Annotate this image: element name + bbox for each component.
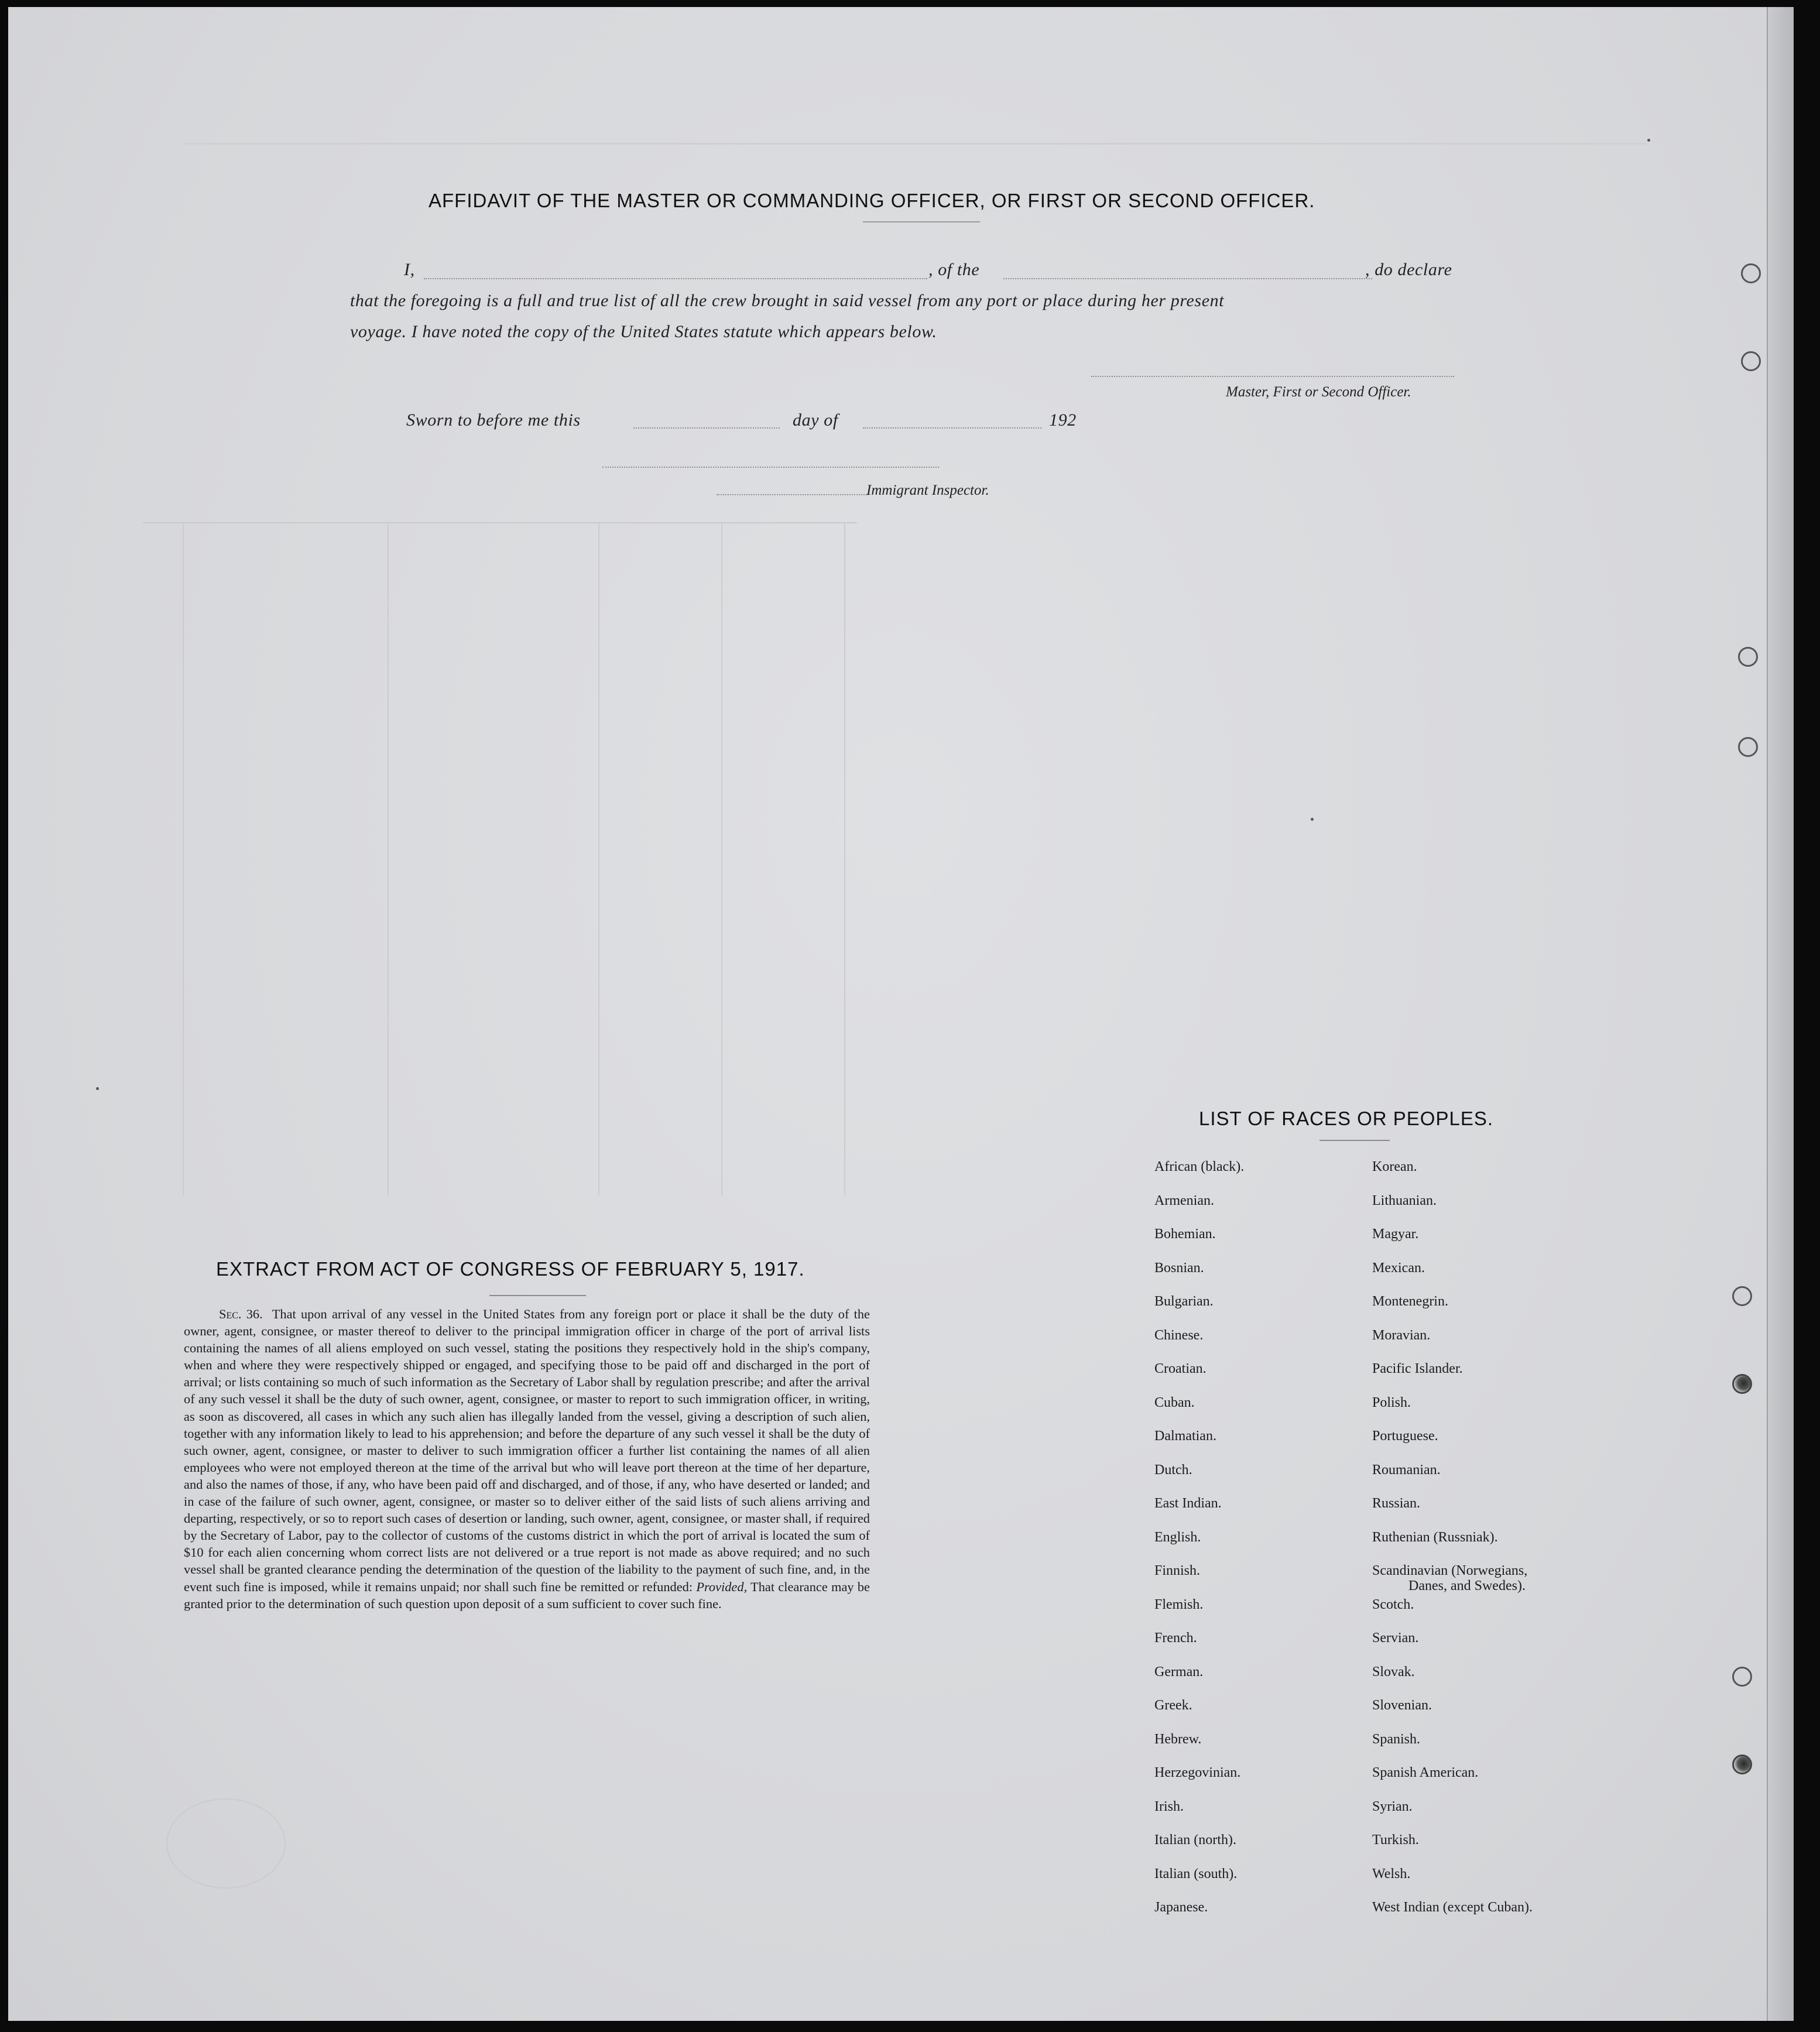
race-item: Hebrew. xyxy=(1154,1731,1202,1747)
extract-text-part2: That clearance may be granted prior to the determination of such question upon deposit of a sum sufficient to cover such fine. xyxy=(184,1579,870,1611)
extract-body xyxy=(184,1305,870,1612)
race-item: Roumanian. xyxy=(1372,1462,1441,1478)
race-item: Bosnian. xyxy=(1154,1260,1204,1276)
affidavit-line-2: that the foregoing is a full and true list of all the crew brought in said vessel from any port or place during her present xyxy=(350,291,1225,310)
signature-label: Master, First or Second Officer. xyxy=(1226,384,1411,400)
extract-rule xyxy=(489,1295,586,1296)
punch-hole xyxy=(1732,1667,1752,1687)
race-item: Syrian. xyxy=(1372,1798,1413,1814)
ghost-column-line xyxy=(721,522,722,1195)
page-edge xyxy=(1767,7,1794,2021)
race-item: Chinese. xyxy=(1154,1327,1204,1343)
race-item: Japanese. xyxy=(1154,1900,1208,1915)
race-item: Pacific Islander. xyxy=(1372,1361,1463,1376)
signature-blank[interactable] xyxy=(1091,376,1454,377)
race-item: French. xyxy=(1154,1630,1197,1646)
affidavit-i: I, xyxy=(404,260,415,279)
race-item: Italian (south). xyxy=(1154,1866,1238,1882)
race-item: Scandinavian (Norwegians, xyxy=(1372,1563,1528,1578)
sworn-day-blank[interactable] xyxy=(633,427,780,429)
race-item: Cuban. xyxy=(1154,1394,1195,1410)
ghost-column-line xyxy=(183,522,184,1195)
race-item: Portuguese. xyxy=(1372,1428,1438,1444)
race-item: Slovenian. xyxy=(1372,1698,1432,1713)
race-item: Croatian. xyxy=(1154,1361,1207,1376)
document-page xyxy=(8,7,1794,2021)
section-label: Sec. 36. xyxy=(219,1307,263,1321)
race-item: Magyar. xyxy=(1372,1226,1419,1242)
race-item: Finnish. xyxy=(1154,1563,1201,1578)
race-item: Polish. xyxy=(1372,1394,1411,1410)
extract-text-part1: That upon arrival of any vessel in the United States from any foreign port or place it shall be the duty of the owner, agent, consignee, or master thereof to deliver to the principal immigration officer in charge of the port of arrival lists containing the names of all aliens employed on such vessel, stating the positions they respectively hold in the ship's company, when and where they were respectively shipped or engaged, and specifying those to be paid off and discharged in the port of arrival; or lists containing so much of such information as the Secretary of Labor shall by regulation prescribe; and after the arrival of any such vessel it shall be the duty of such owner, agent, consignee, or master to report to such immigration officer, in writing, as soon as discovered, all cases in which any such alien has illegally landed from the vessel, giving a description of such alien, together with any information likely to lead to his apprehension; and before the departure of any such vessel it shall be the duty of such owner, agent, consignee, or master to deliver to such immigration officer a further list containing the names of all alien employees who were not employed thereon at the time of the arrival but who will leave port thereon at the time of her departure, and also the names of those, if any, who have been paid off and discharged, and of those, if any, who have deserted or landed; and in case of the failure of such owner, agent, consignee, or master so to deliver either of the said lists of such aliens arriving and departing, respectively, or so to report such cases of desertion or landing, such owner, agent, consignee, or master shall, if required by the Secretary of Labor, pay to the collector of customs of the customs district in which the port of arrival is located the sum of $10 for each alien concerning whom correct lists are not delivered or a true report is not made as above required; and no such vessel shall be granted clearance pending the determination of the question of the liability to the payment of such fine, and, in the event such fine is imposed, while it remains unpaid; nor shall such fine be remitted or refunded: xyxy=(184,1307,870,1594)
punch-hole xyxy=(1738,647,1758,667)
punch-hole xyxy=(1738,737,1758,757)
race-item: Dutch. xyxy=(1154,1462,1192,1478)
race-item: Lithuanian. xyxy=(1372,1193,1437,1208)
race-item: Dalmatian. xyxy=(1154,1428,1216,1444)
extract-provided: Provided, xyxy=(696,1579,748,1594)
speck xyxy=(1311,818,1314,821)
race-item: Montenegrin. xyxy=(1372,1294,1448,1309)
race-item: Spanish American. xyxy=(1372,1765,1479,1780)
sworn-day-of: day of xyxy=(793,410,838,430)
speck xyxy=(96,1087,99,1090)
race-item: Korean. xyxy=(1372,1159,1417,1174)
race-item: English. xyxy=(1154,1529,1201,1545)
race-item: Turkish. xyxy=(1372,1832,1419,1848)
extract-title: EXTRACT FROM ACT OF CONGRESS OF FEBRUARY 5, 1917. xyxy=(216,1258,805,1280)
sworn-year: 192 xyxy=(1049,410,1077,430)
inspector-label: Immigrant Inspector. xyxy=(866,482,989,498)
sworn-prefix: Sworn to before me this xyxy=(406,410,581,430)
ghost-column-line xyxy=(844,522,845,1195)
ghost-rule xyxy=(184,143,1647,145)
sworn-month-blank[interactable] xyxy=(863,427,1041,429)
race-item: Slovak. xyxy=(1372,1664,1415,1680)
race-item: Danes, and Swedes). xyxy=(1408,1578,1526,1594)
race-item: German. xyxy=(1154,1664,1204,1680)
race-item: Servian. xyxy=(1372,1630,1419,1646)
punch-hole xyxy=(1741,263,1761,283)
vessel-blank[interactable] xyxy=(1003,278,1372,279)
race-item: African (black). xyxy=(1154,1159,1245,1174)
race-item: Flemish. xyxy=(1154,1596,1204,1612)
race-item: Irish. xyxy=(1154,1798,1184,1814)
punch-hole xyxy=(1732,1374,1752,1394)
race-item: Italian (north). xyxy=(1154,1832,1236,1848)
faded-stamp xyxy=(166,1798,286,1889)
race-item: Greek. xyxy=(1154,1698,1192,1713)
race-item: Herzegovinian. xyxy=(1154,1765,1241,1780)
race-item: West Indian (except Cuban). xyxy=(1372,1900,1533,1915)
affidavit-title: AFFIDAVIT OF THE MASTER OR COMMANDING OFFICER, OR FIRST OR SECOND OFFICER. xyxy=(429,190,1315,211)
race-item: Spanish. xyxy=(1372,1731,1421,1747)
race-item: Bulgarian. xyxy=(1154,1294,1214,1309)
name-blank[interactable] xyxy=(424,278,927,279)
speck xyxy=(1647,139,1650,142)
race-item: Moravian. xyxy=(1372,1327,1431,1343)
punch-hole xyxy=(1732,1286,1752,1306)
race-item: Welsh. xyxy=(1372,1866,1411,1882)
race-item: Russian. xyxy=(1372,1496,1421,1511)
inspector-blank[interactable] xyxy=(717,494,869,495)
races-rule xyxy=(1319,1140,1390,1141)
race-item: Armenian. xyxy=(1154,1193,1214,1208)
ghost-column-line xyxy=(598,522,599,1195)
race-item: Mexican. xyxy=(1372,1260,1425,1276)
race-item: East Indian. xyxy=(1154,1496,1222,1511)
race-item: Ruthenian (Russniak). xyxy=(1372,1529,1498,1545)
ghost-column-line xyxy=(388,522,389,1195)
affidavit-line-3: voyage. I have noted the copy of the United States statute which appears below. xyxy=(350,322,937,341)
punch-hole xyxy=(1741,351,1761,371)
affidavit-of-the: , of the xyxy=(928,260,980,279)
affidavit-do-declare: , do declare xyxy=(1365,260,1452,279)
race-item: Scotch. xyxy=(1372,1596,1414,1612)
title-rule xyxy=(863,221,980,222)
inspector-blank-upper[interactable] xyxy=(602,467,939,468)
race-item: Bohemian. xyxy=(1154,1226,1216,1242)
punch-hole xyxy=(1732,1755,1752,1774)
ghost-rule xyxy=(143,522,857,523)
races-title: LIST OF RACES OR PEOPLES. xyxy=(1199,1108,1494,1129)
